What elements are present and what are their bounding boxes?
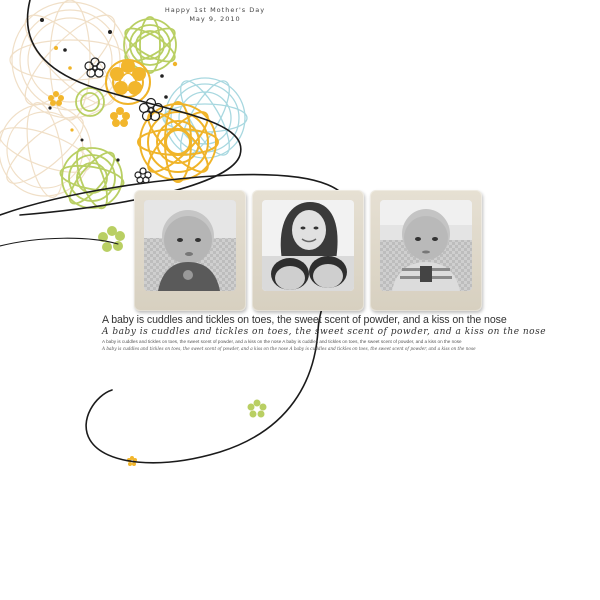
photo-frame-3: [370, 190, 482, 311]
photo-mother-twins: [262, 200, 354, 291]
page-header: [160, 6, 270, 24]
photo-frame-2: [252, 190, 364, 311]
journal-line-4: A baby is cuddles and tickles on toes, the sweet scent of powder, and a kiss on the nose A baby is cuddles and tickles on toes, the sweet scent of powder, and a kiss on the nose: [102, 346, 476, 351]
mother-twins-photo-image: [262, 200, 354, 291]
journal-line-3: A baby is cuddles and tickles on toes, the sweet scent of powder, and a kiss on the nose A baby is cuddles and tickles on toes, the sweet scent of powder, and a kiss on the nose: [102, 339, 462, 344]
baby-photo-image-2: [380, 200, 472, 291]
journal-line-1: A baby is cuddles and tickles on toes, the sweet scent of powder, and a kiss on the nose: [102, 314, 507, 326]
journal-text-block: [102, 314, 547, 351]
journal-line-2: A baby is cuddles and tickles on toes, the sweet scent of powder, and a kiss on the nose: [102, 327, 547, 337]
header-date: May 9, 2010: [189, 15, 241, 23]
photo-frame-1: [134, 190, 246, 311]
green-blossom-small: [98, 226, 125, 252]
blue-flower: [163, 75, 247, 162]
header-title: Happy 1st Mother's Day: [164, 6, 266, 14]
photo-baby-2: [380, 200, 472, 291]
photo-baby-1: [144, 200, 236, 291]
green-blossom-bottom: [248, 400, 267, 418]
baby-photo-image: [144, 200, 236, 291]
